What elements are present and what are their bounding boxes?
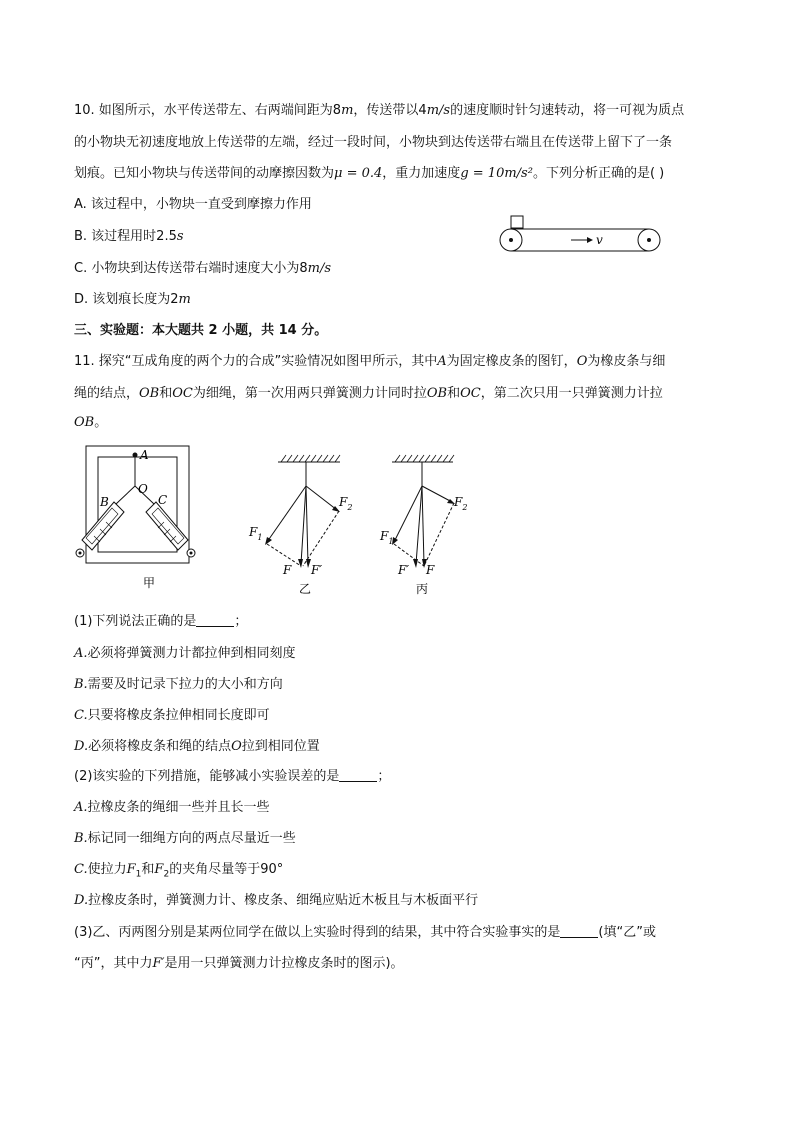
left-axle	[509, 238, 513, 242]
text: (1)下列说法正确的是	[74, 614, 197, 629]
text: (2)该实验的下列措施，能够减小实验误差的是	[74, 769, 340, 784]
f-arrowhead	[298, 559, 303, 568]
option-letter: B.	[74, 831, 88, 846]
text: 。下列分析正确的是( )	[532, 166, 665, 181]
text: 拉橡皮条时，弹簧测力计、橡皮条、细绳应贴近木板且与木板面平行	[88, 893, 479, 908]
q11-sub3-line2	[74, 954, 404, 974]
q11-sub1-option-b	[74, 675, 283, 695]
caption-jia: 甲	[143, 576, 156, 590]
option-letter: C.	[74, 862, 88, 877]
count: 2	[208, 323, 218, 338]
answer-blank	[560, 923, 598, 938]
spring-scale-b	[76, 502, 124, 557]
symbol: O	[231, 739, 242, 754]
option-letter: A.	[74, 646, 88, 661]
text: 三、实验题：本大题共	[74, 323, 209, 338]
q11-sub1-option-d	[74, 737, 320, 757]
q11-sub2-stem	[74, 767, 390, 787]
ceiling-hatch	[281, 455, 340, 462]
label-f: F	[283, 563, 292, 577]
label-f2: $F_2$	[339, 495, 353, 512]
text: “丙”，其中力	[74, 956, 153, 971]
label-f-prime: F′	[311, 563, 323, 577]
text: 和	[447, 386, 461, 401]
figure-jia	[70, 442, 210, 597]
figure-yi	[245, 452, 365, 597]
answer-blank	[339, 767, 377, 782]
text: 和	[141, 862, 155, 877]
symbol: O	[576, 354, 588, 369]
q11-sub2-option-c	[74, 860, 283, 885]
text: 为橡皮条与细	[587, 354, 666, 369]
text: ；	[377, 769, 391, 784]
string-ob	[116, 486, 135, 504]
q11-sub2-option-b	[74, 829, 296, 849]
text: 的夹角尽量等于90°	[169, 862, 284, 877]
force-f1	[267, 486, 306, 542]
caption-yi: 乙	[299, 582, 312, 596]
q11-line3	[74, 413, 107, 433]
text: 小题，共	[217, 323, 279, 338]
text: 拉到相同位置	[241, 739, 320, 754]
answer-blank	[196, 612, 234, 627]
text: 标记同一细绳方向的两点尽量近一些	[87, 831, 296, 846]
text: 的速度顺时针匀速转动，将一可视为质点	[450, 103, 685, 118]
q11-sub2-option-a	[74, 798, 270, 818]
text: 需要及时记录下拉力的大小和方向	[87, 677, 283, 692]
text: ；	[234, 614, 248, 629]
text: 绳的结点，	[74, 386, 140, 401]
right-axle	[647, 238, 651, 242]
label-f: F	[426, 563, 435, 577]
subscript: 1	[135, 869, 142, 880]
caption-bing: 丙	[416, 582, 429, 596]
points: 14	[278, 323, 297, 338]
q11-line1	[74, 352, 665, 372]
velocity-arrowhead	[587, 237, 593, 243]
q10-line2: 的小物块无初速度地放上传送带的左端，经过一段时间，小物块到达传送带右端且在传送带上留下了一条	[74, 135, 673, 150]
q11-sub1-option-a	[74, 644, 296, 664]
force-f2	[422, 486, 452, 502]
text: ，重力加速度	[382, 166, 461, 181]
text: 为固定橡皮条的图钉，	[446, 354, 577, 369]
symbol: OB	[426, 386, 448, 401]
option-letter: C.	[74, 708, 88, 723]
text: 划痕。已知小物块与传送带间的动摩擦因数为	[74, 166, 335, 181]
label-o: O	[138, 482, 148, 496]
spring-scale-c	[146, 502, 195, 557]
ceiling-hatch	[395, 455, 454, 462]
text: 是用一只弹簧测力计拉橡皮条时的图示)。	[164, 956, 404, 971]
subscript: 2	[163, 869, 170, 880]
symbol: F′	[152, 956, 165, 971]
text: 只要将橡皮条拉伸相同长度即可	[87, 708, 270, 723]
text: (填“乙”或	[598, 925, 656, 940]
q10-line3	[74, 164, 664, 184]
text: 必须将弹簧测力计都拉伸到相同刻度	[87, 646, 296, 661]
text: 11. 探究“互成角度的两个力的合成”实验情况如图甲所示，其中	[74, 354, 438, 369]
label-b: B	[100, 495, 109, 509]
option-letter: D.	[74, 893, 89, 908]
option-letter: D.	[74, 739, 89, 754]
text: ，传送带以4	[353, 103, 427, 118]
label-f-prime: F′	[398, 563, 410, 577]
unit: m	[341, 103, 354, 118]
text: ，第二次只用一只弹簧测力计拉	[480, 386, 663, 401]
text: C. 小物块到达传送带右端时速度大小为8	[74, 261, 308, 276]
q10-option-d	[74, 290, 191, 310]
q10-option-c	[74, 259, 331, 279]
text: 拉橡皮条的绳细一些并且长一些	[87, 800, 270, 815]
force-f1	[394, 486, 422, 542]
text: D. 该划痕长度为2	[74, 292, 179, 307]
figure-bing	[370, 452, 490, 597]
q11-sub3-line1	[74, 923, 656, 943]
label-f1: $F_1$	[249, 525, 263, 542]
force-f	[301, 486, 306, 564]
text: 使拉力	[87, 862, 127, 877]
text: 分。	[296, 323, 328, 338]
text: 和	[159, 386, 173, 401]
force-f	[422, 486, 424, 564]
symbol: F	[154, 862, 164, 877]
symbol: A	[437, 354, 447, 369]
text: 。	[94, 415, 108, 430]
symbol: OC	[172, 386, 193, 401]
text: B. 该过程用时2.5	[74, 229, 177, 244]
option-letter: A.	[74, 800, 88, 815]
symbol: OB	[139, 386, 160, 401]
unit: s	[176, 229, 184, 244]
unit: m/s	[426, 103, 451, 118]
section-header	[74, 321, 327, 341]
force-f-prime	[416, 486, 422, 564]
force-f2	[306, 486, 337, 510]
q11-sub1-option-c	[74, 706, 270, 726]
label-c: C	[158, 493, 168, 507]
q11-line2	[74, 384, 663, 404]
text: 10. 如图所示，水平传送带左、右两端间距为8	[74, 103, 342, 118]
q11-sub2-option-d	[74, 891, 478, 911]
velocity-label: v	[596, 233, 603, 247]
q10-option-a: A. 该过程中，小物块一直受到摩擦力作用	[74, 197, 312, 212]
unit: m	[178, 292, 191, 307]
text: (3)乙、丙两图分别是某两位同学在做以上实验时得到的结果，其中符合实验事实的是	[74, 925, 561, 940]
symbol: OB	[74, 415, 95, 430]
force-f-prime	[306, 486, 308, 564]
formula: μ = 0.4	[334, 166, 383, 181]
unit: m/s	[307, 261, 332, 276]
label-f1: $F_1$	[380, 529, 394, 546]
text: 为细绳，第一次用两只弹簧测力计同时拉	[192, 386, 427, 401]
parallelogram-edge	[303, 511, 339, 566]
f1-arrowhead	[265, 537, 272, 545]
label-f2: $F_2$	[454, 495, 468, 512]
q10-option-b	[74, 227, 184, 247]
conveyor-belt-figure	[495, 212, 665, 256]
q10-line1	[74, 101, 684, 121]
text: 必须将橡皮条和绳的结点	[88, 739, 232, 754]
label-a: A	[140, 448, 149, 462]
option-letter: B.	[74, 677, 88, 692]
symbol: F	[126, 862, 136, 877]
symbol: OC	[460, 386, 481, 401]
parallelogram-edge	[424, 503, 454, 566]
block	[511, 216, 523, 228]
q11-sub1-stem	[74, 612, 247, 632]
formula: g = 10m/s²	[460, 166, 533, 181]
